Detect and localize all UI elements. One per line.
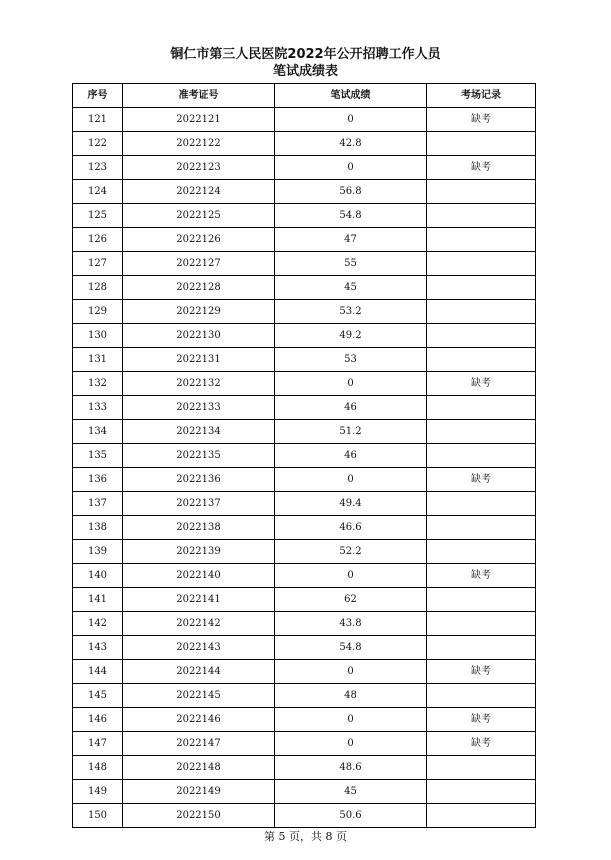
cell-note: 缺考 <box>427 156 536 180</box>
cell-seq: 144 <box>73 660 123 684</box>
cell-exam-id: 2022121 <box>123 108 275 132</box>
cell-score: 0 <box>275 660 427 684</box>
cell-seq: 124 <box>73 180 123 204</box>
table-row <box>73 204 536 228</box>
cell-exam-id: 2022150 <box>123 804 275 828</box>
cell-note: 缺考 <box>427 660 536 684</box>
cell-exam-id: 2022124 <box>123 180 275 204</box>
cell-score: 0 <box>275 372 427 396</box>
cell-note <box>427 348 536 372</box>
cell-score: 0 <box>275 108 427 132</box>
cell-seq: 138 <box>73 516 123 540</box>
cell-note <box>427 780 536 804</box>
cell-seq: 139 <box>73 540 123 564</box>
cell-score: 48 <box>275 684 427 708</box>
cell-exam-id: 2022139 <box>123 540 275 564</box>
cell-exam-id: 2022135 <box>123 444 275 468</box>
cell-score: 49.4 <box>275 492 427 516</box>
table-row <box>73 396 536 420</box>
table-row <box>73 444 536 468</box>
table-row <box>73 540 536 564</box>
cell-note <box>427 492 536 516</box>
table-row <box>73 252 536 276</box>
cell-note <box>427 756 536 780</box>
cell-exam-id: 2022123 <box>123 156 275 180</box>
cell-score: 54.8 <box>275 636 427 660</box>
cell-score: 54.8 <box>275 204 427 228</box>
cell-exam-id: 2022131 <box>123 348 275 372</box>
table-row <box>73 660 536 684</box>
cell-score: 0 <box>275 732 427 756</box>
cell-score: 45 <box>275 780 427 804</box>
table-row <box>73 564 536 588</box>
score-table <box>72 83 536 828</box>
cell-exam-id: 2022128 <box>123 276 275 300</box>
cell-note <box>427 612 536 636</box>
cell-score: 0 <box>275 564 427 588</box>
cell-seq: 129 <box>73 300 123 324</box>
cell-seq: 141 <box>73 588 123 612</box>
cell-exam-id: 2022137 <box>123 492 275 516</box>
table-row <box>73 372 536 396</box>
cell-note <box>427 396 536 420</box>
cell-score: 48.6 <box>275 756 427 780</box>
cell-exam-id: 2022129 <box>123 300 275 324</box>
cell-note <box>427 252 536 276</box>
cell-exam-id: 2022122 <box>123 132 275 156</box>
cell-note <box>427 540 536 564</box>
cell-note: 缺考 <box>427 732 536 756</box>
cell-seq: 131 <box>73 348 123 372</box>
cell-note: 缺考 <box>427 708 536 732</box>
cell-exam-id: 2022147 <box>123 732 275 756</box>
cell-note: 缺考 <box>427 372 536 396</box>
cell-score: 46 <box>275 444 427 468</box>
table-row <box>73 276 536 300</box>
cell-score: 47 <box>275 228 427 252</box>
cell-seq: 128 <box>73 276 123 300</box>
cell-seq: 123 <box>73 156 123 180</box>
cell-note <box>427 636 536 660</box>
table-row <box>73 684 536 708</box>
cell-seq: 136 <box>73 468 123 492</box>
cell-exam-id: 2022133 <box>123 396 275 420</box>
table-row <box>73 324 536 348</box>
cell-note <box>427 324 536 348</box>
cell-score: 62 <box>275 588 427 612</box>
cell-note <box>427 132 536 156</box>
cell-seq: 148 <box>73 756 123 780</box>
table-row <box>73 780 536 804</box>
cell-seq: 133 <box>73 396 123 420</box>
table-row <box>73 228 536 252</box>
cell-seq: 142 <box>73 612 123 636</box>
cell-score: 42.8 <box>275 132 427 156</box>
cell-seq: 143 <box>73 636 123 660</box>
table-body <box>73 108 536 828</box>
table-row <box>73 132 536 156</box>
cell-seq: 121 <box>73 108 123 132</box>
cell-exam-id: 2022149 <box>123 780 275 804</box>
cell-seq: 127 <box>73 252 123 276</box>
cell-seq: 137 <box>73 492 123 516</box>
table-row <box>73 492 536 516</box>
cell-note: 缺考 <box>427 468 536 492</box>
cell-seq: 135 <box>73 444 123 468</box>
cell-seq: 140 <box>73 564 123 588</box>
table-row <box>73 636 536 660</box>
cell-note: 缺考 <box>427 564 536 588</box>
cell-exam-id: 2022125 <box>123 204 275 228</box>
cell-seq: 147 <box>73 732 123 756</box>
cell-note <box>427 444 536 468</box>
table-row <box>73 612 536 636</box>
cell-note <box>427 276 536 300</box>
cell-score: 43.8 <box>275 612 427 636</box>
cell-score: 46.6 <box>275 516 427 540</box>
col-header-exam-id: 准考证号 <box>123 84 275 108</box>
cell-note <box>427 204 536 228</box>
cell-note <box>427 804 536 828</box>
table-row <box>73 300 536 324</box>
cell-score: 0 <box>275 468 427 492</box>
cell-seq: 122 <box>73 132 123 156</box>
cell-seq: 132 <box>73 372 123 396</box>
cell-exam-id: 2022148 <box>123 756 275 780</box>
cell-seq: 146 <box>73 708 123 732</box>
cell-note <box>427 420 536 444</box>
cell-note: 缺考 <box>427 108 536 132</box>
cell-exam-id: 2022127 <box>123 252 275 276</box>
table-row <box>73 516 536 540</box>
cell-score: 53 <box>275 348 427 372</box>
cell-note <box>427 228 536 252</box>
cell-score: 53.2 <box>275 300 427 324</box>
cell-score: 51.2 <box>275 420 427 444</box>
cell-note <box>427 516 536 540</box>
cell-seq: 130 <box>73 324 123 348</box>
cell-exam-id: 2022143 <box>123 636 275 660</box>
cell-exam-id: 2022134 <box>123 420 275 444</box>
cell-exam-id: 2022141 <box>123 588 275 612</box>
cell-score: 0 <box>275 708 427 732</box>
cell-seq: 126 <box>73 228 123 252</box>
cell-seq: 150 <box>73 804 123 828</box>
document-subtitle: 笔试成绩表 <box>272 64 338 79</box>
cell-exam-id: 2022138 <box>123 516 275 540</box>
cell-score: 49.2 <box>275 324 427 348</box>
cell-exam-id: 2022136 <box>123 468 275 492</box>
table-header-row <box>73 84 536 108</box>
cell-seq: 125 <box>73 204 123 228</box>
cell-score: 52.2 <box>275 540 427 564</box>
cell-seq: 149 <box>73 780 123 804</box>
table-row <box>73 420 536 444</box>
cell-seq: 134 <box>73 420 123 444</box>
table-row <box>73 348 536 372</box>
cell-exam-id: 2022145 <box>123 684 275 708</box>
cell-exam-id: 2022146 <box>123 708 275 732</box>
cell-seq: 145 <box>73 684 123 708</box>
table-row <box>73 156 536 180</box>
cell-exam-id: 2022142 <box>123 612 275 636</box>
cell-note <box>427 588 536 612</box>
cell-exam-id: 2022140 <box>123 564 275 588</box>
cell-score: 46 <box>275 396 427 420</box>
cell-note <box>427 684 536 708</box>
cell-score: 56.8 <box>275 180 427 204</box>
cell-score: 50.6 <box>275 804 427 828</box>
document-title: 铜仁市第三人民医院2022年公开招聘工作人员 <box>170 47 441 62</box>
table-row <box>73 468 536 492</box>
table-row <box>73 180 536 204</box>
cell-note <box>427 180 536 204</box>
page-number: 第 5 页，共 8 页 <box>264 830 347 843</box>
col-header-score: 笔试成绩 <box>275 84 427 108</box>
cell-exam-id: 2022126 <box>123 228 275 252</box>
cell-exam-id: 2022130 <box>123 324 275 348</box>
cell-score: 0 <box>275 156 427 180</box>
cell-score: 45 <box>275 276 427 300</box>
table-row <box>73 108 536 132</box>
table-row <box>73 588 536 612</box>
col-header-seq: 序号 <box>73 84 123 108</box>
table-row <box>73 804 536 828</box>
table-row <box>73 708 536 732</box>
cell-exam-id: 2022132 <box>123 372 275 396</box>
cell-exam-id: 2022144 <box>123 660 275 684</box>
cell-note <box>427 300 536 324</box>
table-row <box>73 756 536 780</box>
table-row <box>73 732 536 756</box>
col-header-note: 考场记录 <box>427 84 536 108</box>
cell-score: 55 <box>275 252 427 276</box>
